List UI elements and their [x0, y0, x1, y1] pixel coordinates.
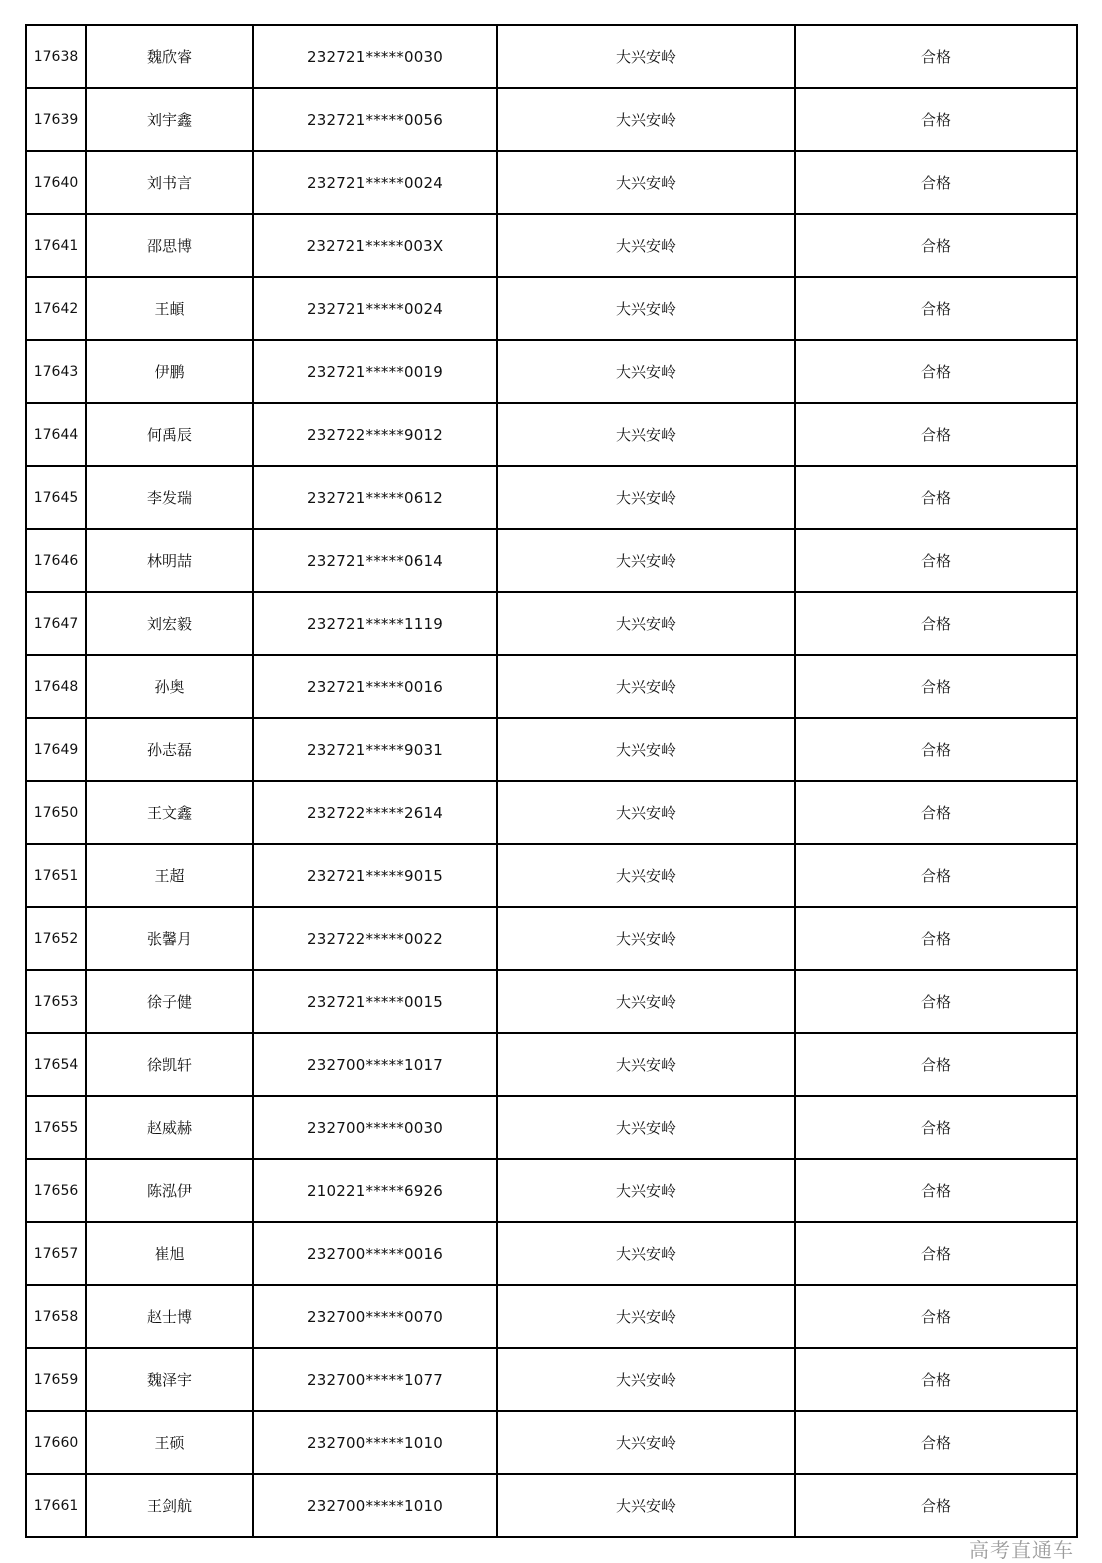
cell-result: 合格 — [795, 88, 1077, 151]
cell-region: 大兴安岭 — [497, 1285, 795, 1348]
watermark-text: 高考直通车 — [969, 1538, 1074, 1562]
cell-number: 17658 — [26, 1285, 86, 1348]
cell-number: 17640 — [26, 151, 86, 214]
cell-region: 大兴安岭 — [497, 88, 795, 151]
cell-result: 合格 — [795, 151, 1077, 214]
cell-id-number: 232700*****1077 — [253, 1348, 497, 1411]
table-row — [26, 1159, 1077, 1222]
cell-id-number: 232722*****9012 — [253, 403, 497, 466]
cell-result: 合格 — [795, 781, 1077, 844]
cell-name: 刘宏毅 — [86, 592, 253, 655]
cell-number: 17641 — [26, 214, 86, 277]
cell-region: 大兴安岭 — [497, 1348, 795, 1411]
cell-number: 17650 — [26, 781, 86, 844]
cell-number: 17656 — [26, 1159, 86, 1222]
cell-region: 大兴安岭 — [497, 1096, 795, 1159]
table-row — [26, 151, 1077, 214]
table-row — [26, 25, 1077, 88]
cell-result: 合格 — [795, 907, 1077, 970]
cell-result: 合格 — [795, 25, 1077, 88]
table-row — [26, 1348, 1077, 1411]
table-row — [26, 655, 1077, 718]
cell-number: 17651 — [26, 844, 86, 907]
cell-name: 何禹辰 — [86, 403, 253, 466]
cell-number: 17653 — [26, 970, 86, 1033]
cell-name: 魏泽宇 — [86, 1348, 253, 1411]
cell-number: 17638 — [26, 25, 86, 88]
cell-region: 大兴安岭 — [497, 781, 795, 844]
cell-region: 大兴安岭 — [497, 1033, 795, 1096]
cell-name: 邵思博 — [86, 214, 253, 277]
cell-name: 赵威赫 — [86, 1096, 253, 1159]
cell-number: 17643 — [26, 340, 86, 403]
cell-number: 17642 — [26, 277, 86, 340]
cell-number: 17661 — [26, 1474, 86, 1537]
cell-name: 崔旭 — [86, 1222, 253, 1285]
cell-region: 大兴安岭 — [497, 340, 795, 403]
table-row — [26, 907, 1077, 970]
cell-number: 17647 — [26, 592, 86, 655]
cell-number: 17654 — [26, 1033, 86, 1096]
cell-result: 合格 — [795, 1096, 1077, 1159]
cell-number: 17646 — [26, 529, 86, 592]
table-row — [26, 1222, 1077, 1285]
cell-result: 合格 — [795, 718, 1077, 781]
cell-region: 大兴安岭 — [497, 1159, 795, 1222]
records-body — [26, 25, 1077, 1537]
cell-result: 合格 — [795, 844, 1077, 907]
cell-result: 合格 — [795, 970, 1077, 1033]
cell-id-number: 232700*****1010 — [253, 1411, 497, 1474]
cell-number: 17639 — [26, 88, 86, 151]
cell-number: 17645 — [26, 466, 86, 529]
table-row — [26, 1096, 1077, 1159]
cell-name: 孙志磊 — [86, 718, 253, 781]
cell-result: 合格 — [795, 1222, 1077, 1285]
cell-name: 王剑航 — [86, 1474, 253, 1537]
table-row — [26, 277, 1077, 340]
cell-name: 王超 — [86, 844, 253, 907]
cell-result: 合格 — [795, 1285, 1077, 1348]
cell-region: 大兴安岭 — [497, 1411, 795, 1474]
cell-region: 大兴安岭 — [497, 25, 795, 88]
cell-id-number: 232721*****1119 — [253, 592, 497, 655]
cell-result: 合格 — [795, 529, 1077, 592]
cell-region: 大兴安岭 — [497, 907, 795, 970]
table-row — [26, 403, 1077, 466]
cell-region: 大兴安岭 — [497, 844, 795, 907]
cell-result: 合格 — [795, 1474, 1077, 1537]
table-row — [26, 340, 1077, 403]
cell-id-number: 232721*****0614 — [253, 529, 497, 592]
cell-id-number: 232721*****0056 — [253, 88, 497, 151]
cell-id-number: 232721*****003X — [253, 214, 497, 277]
cell-number: 17644 — [26, 403, 86, 466]
cell-id-number: 232721*****9031 — [253, 718, 497, 781]
cell-number: 17655 — [26, 1096, 86, 1159]
cell-number: 17660 — [26, 1411, 86, 1474]
cell-result: 合格 — [795, 1411, 1077, 1474]
cell-number: 17657 — [26, 1222, 86, 1285]
table-row — [26, 970, 1077, 1033]
cell-result: 合格 — [795, 592, 1077, 655]
cell-result: 合格 — [795, 277, 1077, 340]
cell-name: 林明喆 — [86, 529, 253, 592]
table-row — [26, 1411, 1077, 1474]
cell-result: 合格 — [795, 403, 1077, 466]
cell-name: 刘宇鑫 — [86, 88, 253, 151]
cell-id-number: 232721*****0015 — [253, 970, 497, 1033]
cell-name: 孙奥 — [86, 655, 253, 718]
cell-number: 17652 — [26, 907, 86, 970]
table-row — [26, 1474, 1077, 1537]
cell-id-number: 232721*****9015 — [253, 844, 497, 907]
cell-id-number: 232722*****2614 — [253, 781, 497, 844]
cell-name: 徐子健 — [86, 970, 253, 1033]
cell-name: 李发瑞 — [86, 466, 253, 529]
cell-region: 大兴安岭 — [497, 1474, 795, 1537]
table-row — [26, 214, 1077, 277]
cell-region: 大兴安岭 — [497, 1222, 795, 1285]
cell-number: 17659 — [26, 1348, 86, 1411]
cell-id-number: 210221*****6926 — [253, 1159, 497, 1222]
cell-number: 17648 — [26, 655, 86, 718]
cell-region: 大兴安岭 — [497, 466, 795, 529]
cell-id-number: 232700*****1017 — [253, 1033, 497, 1096]
table-row — [26, 1033, 1077, 1096]
cell-region: 大兴安岭 — [497, 655, 795, 718]
cell-id-number: 232721*****0016 — [253, 655, 497, 718]
cell-id-number: 232721*****0612 — [253, 466, 497, 529]
cell-region: 大兴安岭 — [497, 970, 795, 1033]
cell-id-number: 232700*****1010 — [253, 1474, 497, 1537]
cell-region: 大兴安岭 — [497, 277, 795, 340]
cell-name: 赵士博 — [86, 1285, 253, 1348]
cell-result: 合格 — [795, 1348, 1077, 1411]
table-row — [26, 592, 1077, 655]
cell-result: 合格 — [795, 466, 1077, 529]
table-row — [26, 88, 1077, 151]
cell-result: 合格 — [795, 1159, 1077, 1222]
cell-name: 伊鹏 — [86, 340, 253, 403]
cell-id-number: 232721*****0030 — [253, 25, 497, 88]
table-row — [26, 529, 1077, 592]
cell-id-number: 232721*****0024 — [253, 151, 497, 214]
cell-region: 大兴安岭 — [497, 403, 795, 466]
cell-id-number: 232721*****0019 — [253, 340, 497, 403]
table-row — [26, 844, 1077, 907]
cell-id-number: 232700*****0016 — [253, 1222, 497, 1285]
cell-name: 张馨月 — [86, 907, 253, 970]
table-row — [26, 781, 1077, 844]
cell-id-number: 232721*****0024 — [253, 277, 497, 340]
cell-result: 合格 — [795, 1033, 1077, 1096]
cell-name: 陈泓伊 — [86, 1159, 253, 1222]
cell-name: 王文鑫 — [86, 781, 253, 844]
cell-result: 合格 — [795, 655, 1077, 718]
cell-region: 大兴安岭 — [497, 151, 795, 214]
cell-region: 大兴安岭 — [497, 214, 795, 277]
cell-name: 徐凯轩 — [86, 1033, 253, 1096]
table-row — [26, 466, 1077, 529]
cell-result: 合格 — [795, 214, 1077, 277]
cell-name: 刘书言 — [86, 151, 253, 214]
cell-result: 合格 — [795, 340, 1077, 403]
cell-name: 王頔 — [86, 277, 253, 340]
table-row — [26, 1285, 1077, 1348]
cell-name: 魏欣睿 — [86, 25, 253, 88]
cell-number: 17649 — [26, 718, 86, 781]
cell-region: 大兴安岭 — [497, 592, 795, 655]
cell-id-number: 232700*****0070 — [253, 1285, 497, 1348]
cell-id-number: 232700*****0030 — [253, 1096, 497, 1159]
records-table — [25, 24, 1078, 1538]
cell-id-number: 232722*****0022 — [253, 907, 497, 970]
cell-region: 大兴安岭 — [497, 529, 795, 592]
table-row — [26, 718, 1077, 781]
cell-region: 大兴安岭 — [497, 718, 795, 781]
cell-name: 王硕 — [86, 1411, 253, 1474]
